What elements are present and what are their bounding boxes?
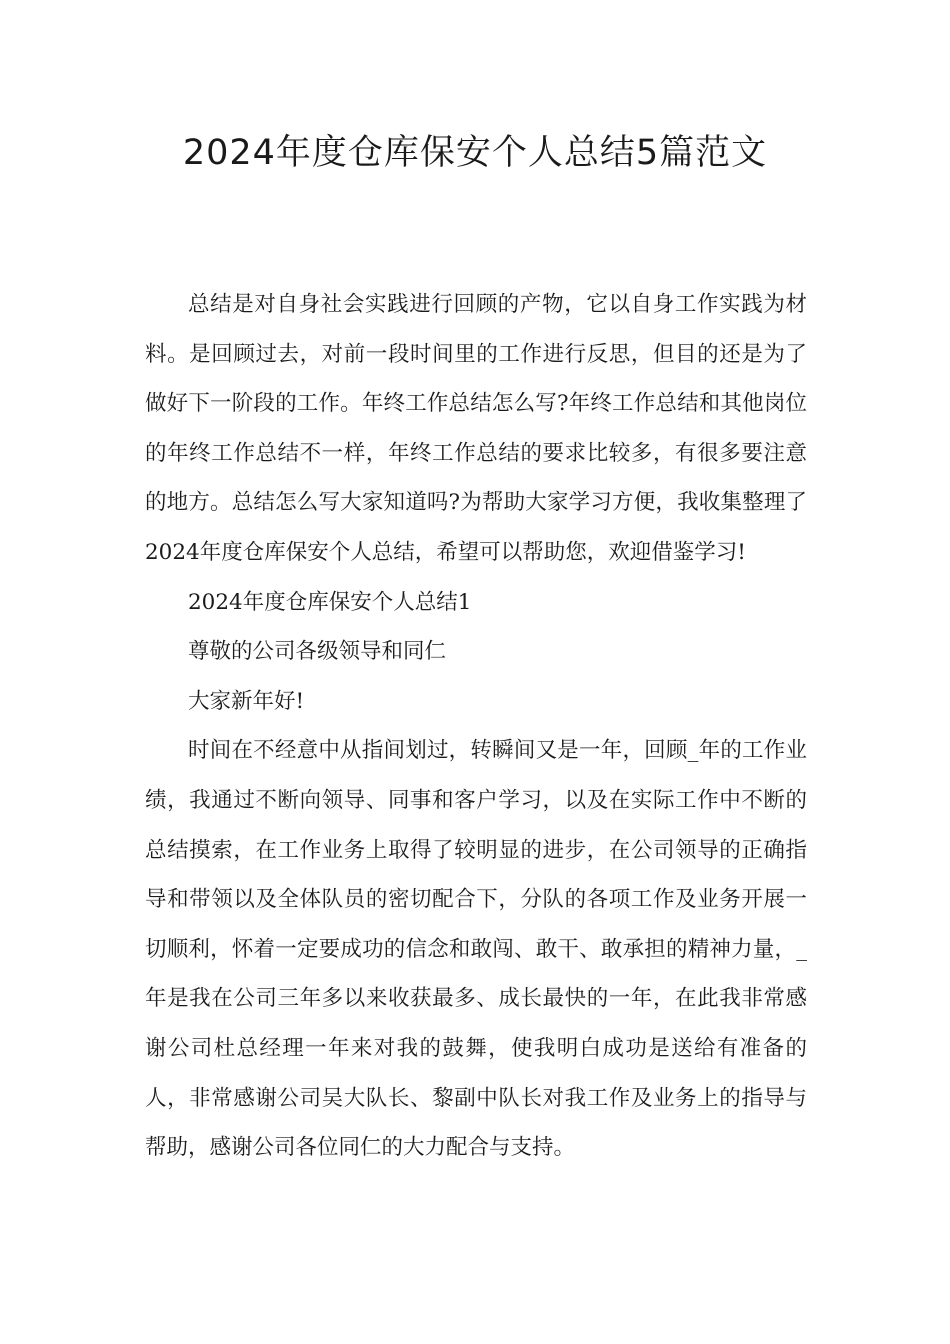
salutation: 尊敬的公司各级领导和同仁	[188, 639, 447, 665]
page-title: 2024年度仓库保安个人总结5篇范文	[182, 133, 768, 173]
body-paragraph: 时间在不经意中从指间划过，转瞬间又是一年，回顾_年的工作业绩，我通过不断向领导、同事和客户学习，以及在实际工作中不断的总结摸索，在工作业务上取得了较明显的进步，在公司领导的正确指导和带领以及全体队员的密切配合下，分队的各项工作及业务开展一切顺利，怀着一定要成功的信念和敢闯、敢干、敢承担的精神力量，_年是我在公司三年多以来收获最多、成长最快的一年，在此我非常感谢公司杜总经理一年来对我的鼓舞，使我明白成功是送给有准备的人，非常感谢公司吴大队长、黎副中队长对我工作及业务上的指导与帮助，感谢公司各位同仁的大力配合与支持。	[145, 738, 807, 1161]
document-body	[145, 280, 807, 1173]
section-heading: 2024年度仓库保安个人总结1	[188, 589, 472, 615]
intro-paragraph: 总结是对自身社会实践进行回顾的产物，它以自身工作实践为材料。是回顾过去，对前一段时间里的工作进行反思，但目的还是为了做好下一阶段的工作。年终工作总结怎么写?年终工作总结和其他岗位的年终工作总结不一样，年终工作总结的要求比较多，有很多要注意的地方。总结怎么写大家知道吗?为帮助大家学习方便，我收集整理了2024年度仓库保安个人总结，希望可以帮助您，欢迎借鉴学习!	[145, 292, 807, 565]
greeting: 大家新年好!	[188, 688, 305, 714]
